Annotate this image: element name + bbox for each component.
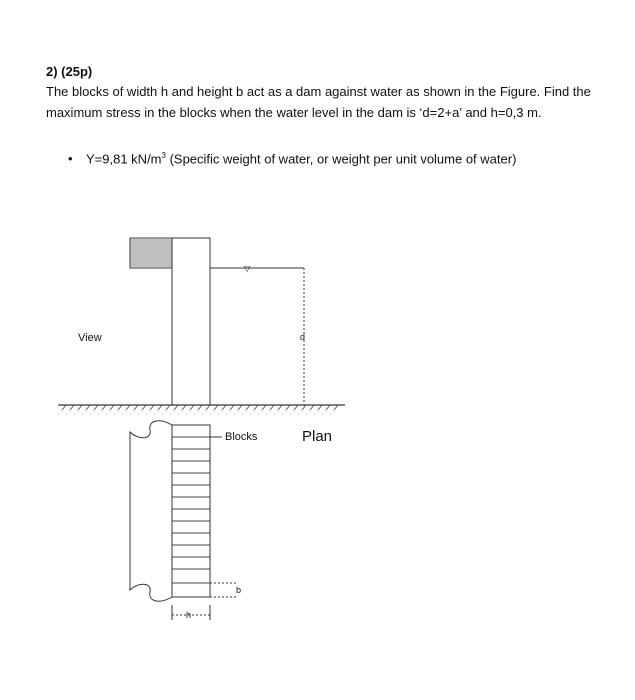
- bullet-icon: •: [68, 151, 73, 167]
- plan-break-line: [130, 421, 172, 601]
- dam-block-column: [172, 238, 210, 405]
- water-level-icon: ▽: [244, 264, 251, 273]
- dimension-h-label: h: [186, 610, 192, 620]
- plan-diagram: [130, 421, 238, 620]
- ground-hatch: [62, 405, 338, 410]
- plan-block-divisions: [172, 437, 210, 583]
- specific-weight-text: Y=9,81 $kN/m^3$ (Specific weight of water, or weight per unit volume of water): [86, 151, 517, 167]
- hatched-top-block: [130, 238, 172, 268]
- view-label: View: [78, 332, 102, 344]
- problem-statement: The blocks of width h and height b act as a dam against water as shown in the Figure. Find the maximum stress in the blocks when the water level in the dam is ‘d=2+a’ and h=0,3 m.: [46, 84, 591, 120]
- problem-number: 2) (25p): [46, 64, 93, 79]
- view-diagram: [58, 238, 345, 410]
- dimension-b-label: b: [236, 585, 242, 595]
- dimension-d-label: d: [300, 332, 306, 342]
- plan-blocks-outline: [172, 425, 210, 597]
- blocks-label: Blocks: [225, 431, 258, 443]
- plan-label: Plan: [302, 428, 333, 445]
